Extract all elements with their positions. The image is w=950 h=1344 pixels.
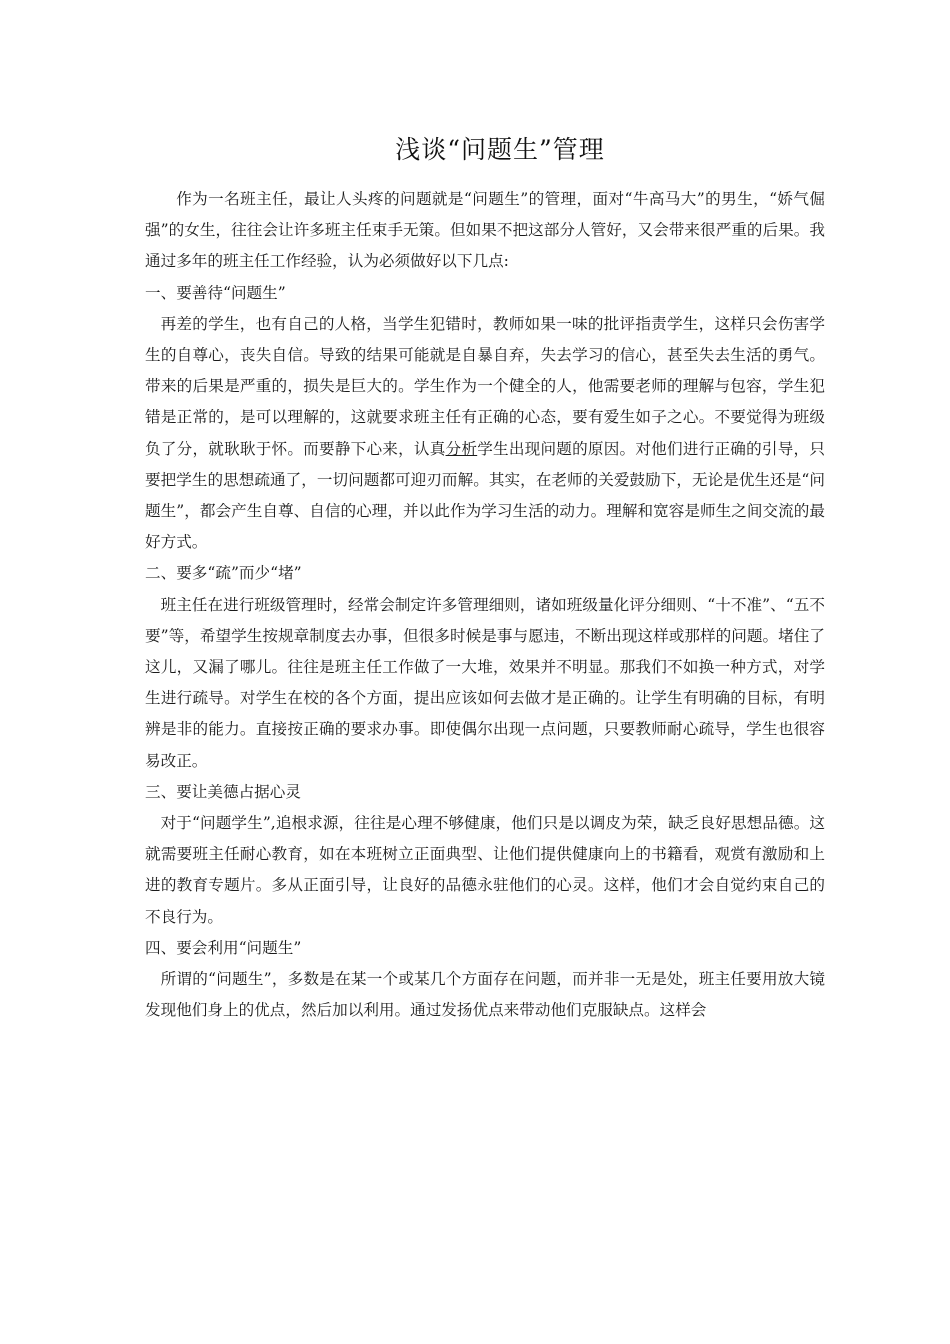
section-2-heading: 二、要多“疏”而少“堵”	[145, 564, 302, 583]
section-3-heading: 三、要让美德占据心灵	[145, 782, 301, 801]
section-1-text-after: 学生出现问题的原因。对他们进行正确的引导，只要把学生的思想疏通了，一切问题都可迎刃而解。其实，在老师的关爱鼓励下，无论是优生还是“问题生”，都会产生自尊、自信的心理，并以此作为学习生活的动力。理解和宽容是师生之间交流的最好方式。	[145, 439, 825, 552]
section-4-paragraph: 所谓的“问题生”，多数是在某一个或某几个方面存在问题，而并非一无是处，班主任要用放大镜发现他们身上的优点，然后加以利用。通过发扬优点来带动他们克服缺点。这样会	[145, 970, 825, 1020]
document-title: 浅谈“问题生”管理	[395, 135, 605, 164]
section-1-paragraph	[145, 309, 825, 559]
section-1-heading: 一、要善待“问题生”	[145, 283, 286, 302]
section-1-text-before: 再差的学生，也有自己的人格，当学生犯错时，教师如果一味的批评指责学生，这样只会伤害学生的自尊心，丧失自信。导致的结果可能就是自暴自弃，失去学习的信心，甚至失去生活的勇气。带来的后果是严重的，损失是巨大的。学生作为一个健全的人，他需要老师的理解与包容，学生犯错是正常的，是可以理解的，这就要求班主任有正确的心态，要有爱生如子之心。不要觉得为班级负了分，就耿耿于怀。而要静下心来，认真	[145, 314, 825, 458]
section-3-paragraph: 对于“问题学生”,追根求源，往往是心理不够健康，他们只是以调皮为荣，缺乏良好思想品德。这就需要班主任耐心教育，如在本班树立正面典型、让他们提供健康向上的书籍看，观赏有激励和上进的教育专题片。多从正面引导，让良好的品德永驻他们的心灵。这样，他们才会自觉约束自己的不良行为。	[145, 814, 825, 926]
section-4-heading: 四、要会利用“问题生”	[145, 938, 302, 957]
document-body	[145, 184, 825, 1026]
underlined-word: 分析	[445, 439, 478, 458]
section-2-paragraph: 班主任在进行班级管理时，经常会制定许多管理细则，诸如班级量化评分细则、“十不准”、“五不要”等，希望学生按规章制度去办事，但很多时候是事与愿违，不断出现这样或那样的问题。堵住了这儿，又漏了哪儿。往往是班主任工作做了一大堆，效果并不明显。那我们不如换一种方式，对学生进行疏导。对学生在校的各个方面，提出应该如何去做才是正确的。让学生有明确的目标，有明辨是非的能力。直接按正确的要求办事。即使偶尔出现一点问题，只要教师耐心疏导，学生也很容易改正。	[145, 595, 825, 770]
intro-paragraph: 作为一名班主任，最让人头疼的问题就是“问题生”的管理，面对“牛高马大”的男生，“娇气倔强”的女生，往往会让许多班主任束手无策。但如果不把这部分人管好，又会带来很严重的后果。我通过多年的班主任工作经验，认为必须做好以下几点:	[145, 190, 825, 271]
